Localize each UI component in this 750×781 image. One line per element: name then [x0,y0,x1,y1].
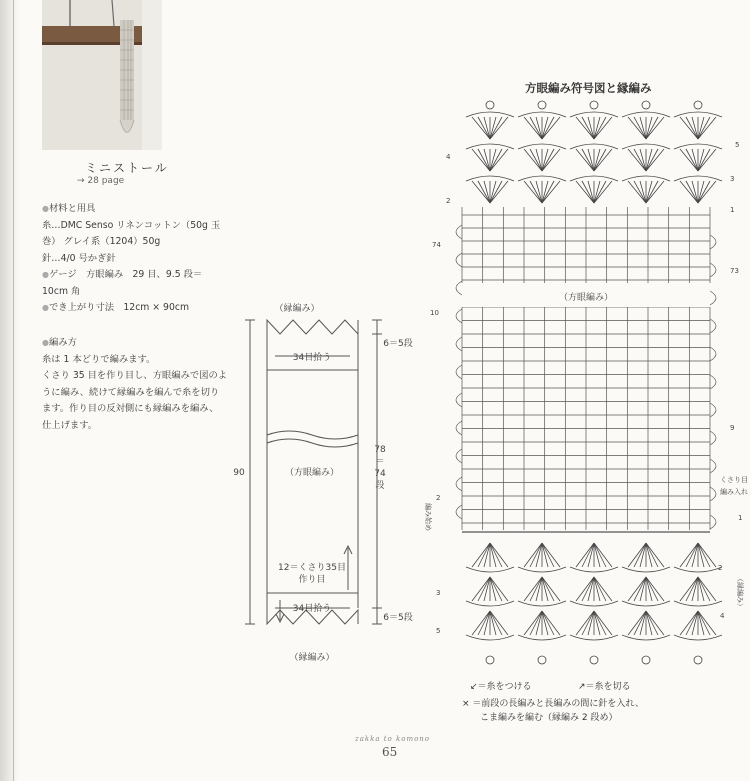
schematic-top-rows: 6＝5段 [383,339,413,349]
edging-vertical-label: （縁編み） [736,575,744,610]
schematic-top-label: （縁編み） [274,304,320,314]
bullet-icon: ● [42,338,49,347]
foundation-label-b: 編み入れ [720,488,748,496]
schematic-bottom-label: （縁編み） [289,653,335,663]
materials-header: 材料と用具 [48,203,96,214]
right-label-3-top: 3 [730,175,735,183]
row-label-4-top: 4 [446,153,451,161]
schematic-foundation-1: 12＝くさり35目 [278,563,346,573]
binding-line [13,0,14,781]
schematic-mesh-rows-unit: 段 [375,481,385,491]
needle-line: 針…4/0 号かぎ針 [42,252,116,264]
join-yarn-icon: ↙ [470,682,478,692]
bullet-icon: ● [42,270,49,279]
method-line-3: うに編み、続けて縁編みを編んで糸を切り [42,386,220,398]
schematic-mesh-height: 78 [374,445,386,455]
product-photo [42,0,162,150]
row-label-5-bottom: 5 [436,627,441,635]
schematic-bottom-rows: 6＝5段 [383,613,413,623]
foundation-vertical-label: 編み始め [424,503,432,531]
legend-note-1: × ＝前段の長編みと長編みの間に針を入れ、 [462,699,644,709]
schematic-bottom-pickup: 34目拾う [292,604,332,614]
item-title: ミニストール [85,161,169,175]
top-edging [466,101,722,203]
mesh-label: （方眼編み） [558,293,614,303]
schematic-center-label: （方眼編み） [284,468,340,478]
schematic-mesh-equals: ＝ [375,457,385,467]
method-line-5: 仕上げます。 [42,419,98,431]
right-label-1-top: 1 [730,206,735,214]
page-reference: → 28 page [77,176,125,186]
method-line-1: 糸は 1 本どりで編みます。 [42,353,156,365]
bullet-icon: ● [42,303,49,312]
legend-cut-yarn: ↗＝糸を切る [578,682,631,692]
right-label-4-bottom: 4 [720,612,725,620]
row-label-10: 10 [430,309,439,317]
right-label-1-mid: 1 [738,514,743,522]
yarn-line-2: 巻） グレイ系（1204）50g [42,236,161,247]
finished-size: でき上がり寸法 12cm × 90cm [48,302,190,313]
gauge-line-2: 10cm 角 [42,285,81,297]
gauge-line-1: ゲージ 方眼編み 29 目、9.5 段＝ [48,269,203,280]
yarn-line-1: 糸…DMC Senso リネンコットン（50g 玉 [42,219,221,231]
bullet-icon: ● [42,204,49,213]
bottom-edging [466,543,722,664]
schematic-top-pickup: 34目拾う [292,353,332,363]
method-line-2: くさり 35 目を作り目し、方眼編みで図のよ [42,370,228,381]
page-gutter [0,0,20,781]
right-label-5-top: 5 [735,141,740,149]
cut-yarn-icon: ↗ [578,682,586,692]
foundation-label-a: くさり目 [720,476,748,484]
chart-title: 方眼編み符号図と縁編み [525,81,652,95]
stole-schematic [230,290,420,670]
page-number: 65 [382,745,398,759]
crochet-chart [420,95,750,675]
schematic-total-height: 90 [233,468,245,478]
mesh-grid [462,207,710,532]
row-label-74: 74 [432,241,441,249]
method-header: 編み方 [48,337,77,348]
legend-note-2: こま編みを編む（縁編み 2 段め） [480,713,618,723]
schematic-mesh-rows: 74 [374,469,386,479]
row-label-2-mid: 2 [436,494,441,502]
right-label-73: 73 [730,267,739,275]
row-label-2-top: 2 [446,197,451,205]
row-label-3-bottom: 3 [436,589,441,597]
legend-join-yarn: ↙＝糸をつける [470,682,532,692]
right-label-9: 9 [730,424,735,432]
right-label-2-bottom: 2 [718,564,723,572]
method-line-4: ます。作り目の反対側にも縁編みを編み、 [42,403,219,414]
schematic-foundation-2: 作り目 [298,575,326,585]
footer-brand: zakka to komono [355,735,431,743]
